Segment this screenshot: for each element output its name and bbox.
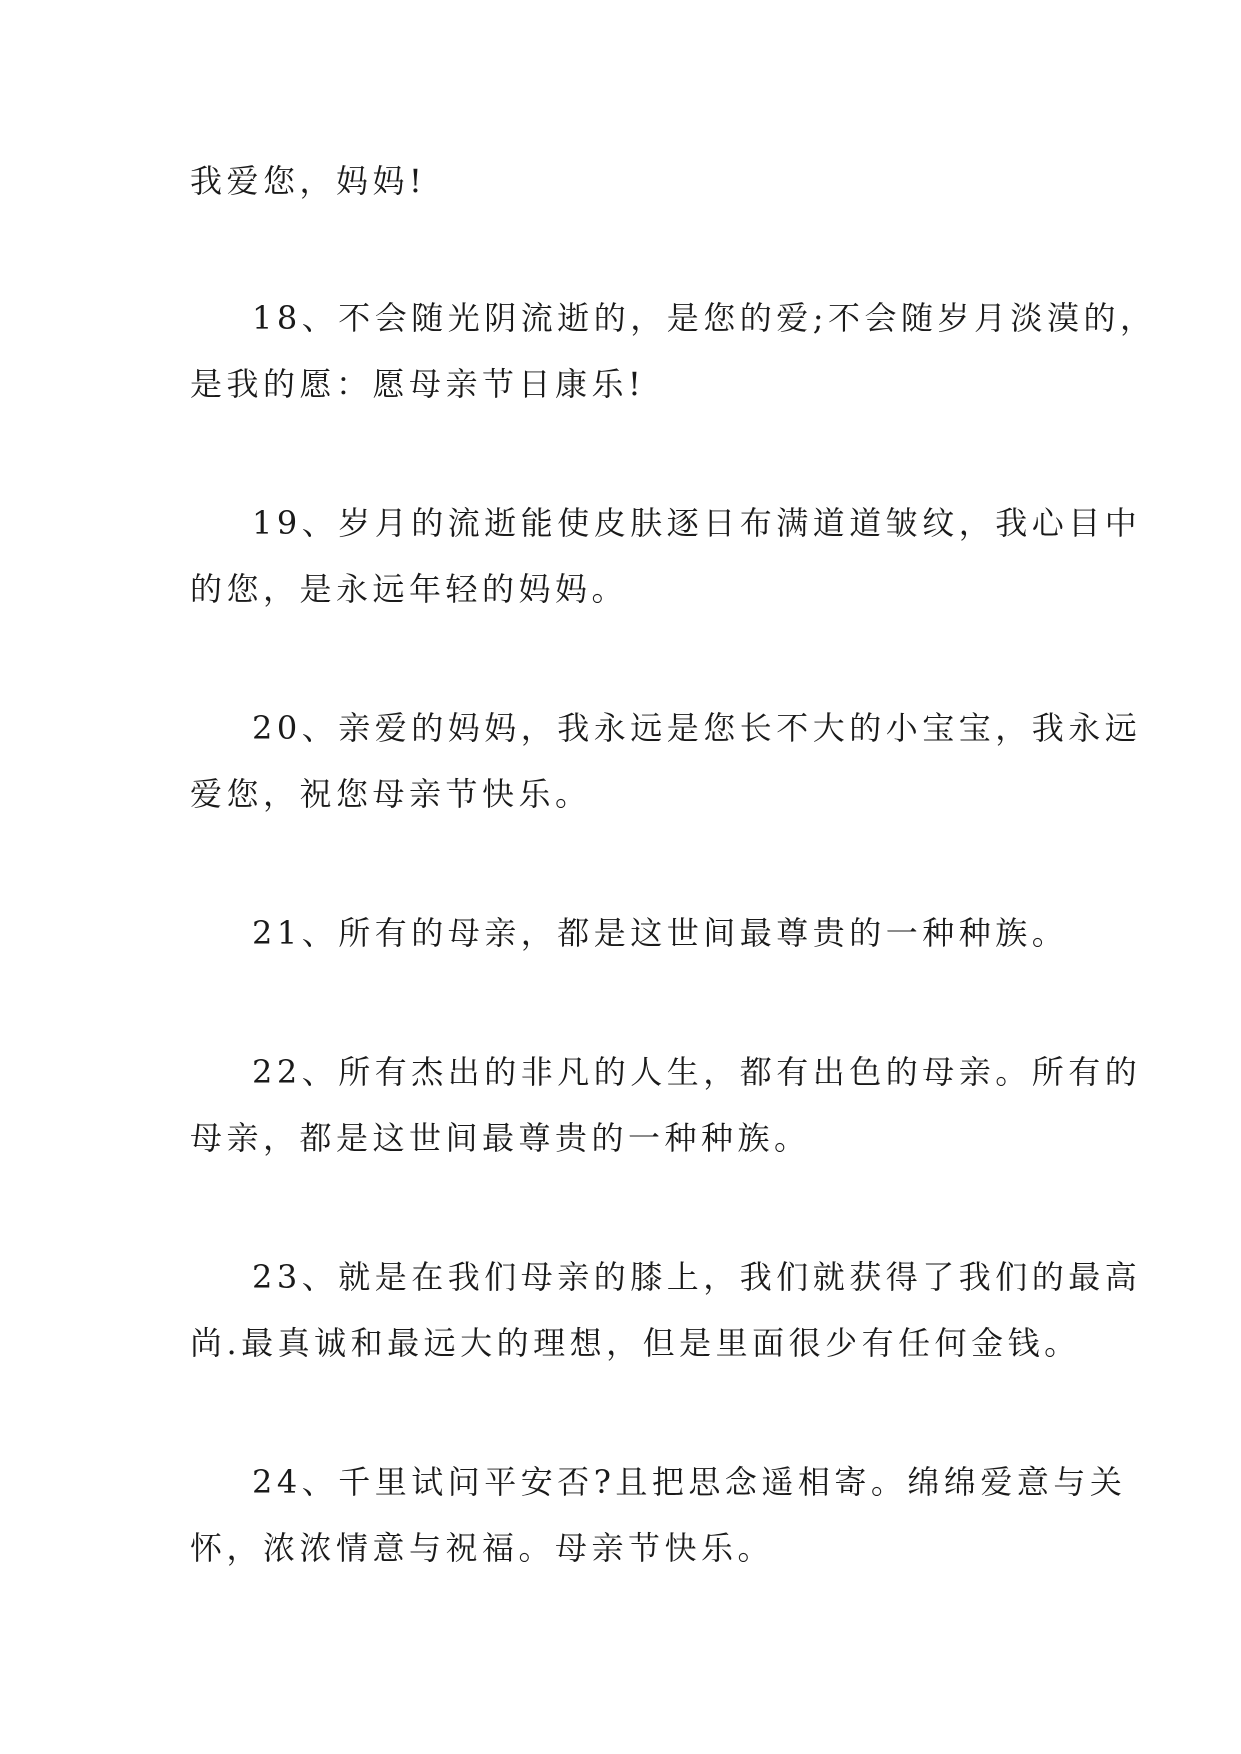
text-line: 尚.最真诚和最远大的理想，但是里面很少有任何金钱。 (190, 1324, 1081, 1362)
document-body (190, 162, 1157, 1668)
paragraph-24 (190, 1463, 1127, 1568)
text-line: 是我的愿：愿母亲节日康乐! (190, 365, 646, 403)
paragraph-23 (190, 1258, 1142, 1363)
paragraph-20 (190, 709, 1142, 814)
text-line: 的您，是永远年轻的妈妈。 (190, 570, 629, 608)
text-line: 20、亲爱的妈妈，我永远是您长不大的小宝宝，我永远 (252, 709, 1142, 747)
text-line: 19、岁月的流逝能使皮肤逐日布满道道皱纹，我心目中 (252, 504, 1142, 542)
text-line: 爱您，祝您母亲节快乐。 (190, 775, 592, 813)
paragraph-18 (190, 299, 1157, 404)
paragraph-19 (190, 504, 1142, 609)
text-line: 24、千里试问平安否?且把思念遥相寄。绵绵爱意与关 (252, 1463, 1127, 1501)
paragraph-continuation (190, 162, 1060, 201)
paragraph-22 (190, 1053, 1142, 1158)
text-line: 18、不会随光阴流逝的，是您的爱;不会随岁月淡漠的， (252, 299, 1157, 337)
text-line: 21、所有的母亲，都是这世间最尊贵的一种种族。 (252, 914, 1069, 952)
text-line: 我爱您，妈妈! (190, 162, 427, 200)
text-line: 23、就是在我们母亲的膝上，我们就获得了我们的最高 (252, 1258, 1142, 1296)
paragraph-21 (190, 914, 1069, 953)
text-line: 22、所有杰出的非凡的人生，都有出色的母亲。所有的 (252, 1053, 1142, 1091)
text-line: 母亲，都是这世间最尊贵的一种种族。 (190, 1119, 811, 1157)
text-line: 怀，浓浓情意与祝福。母亲节快乐。 (190, 1529, 775, 1567)
